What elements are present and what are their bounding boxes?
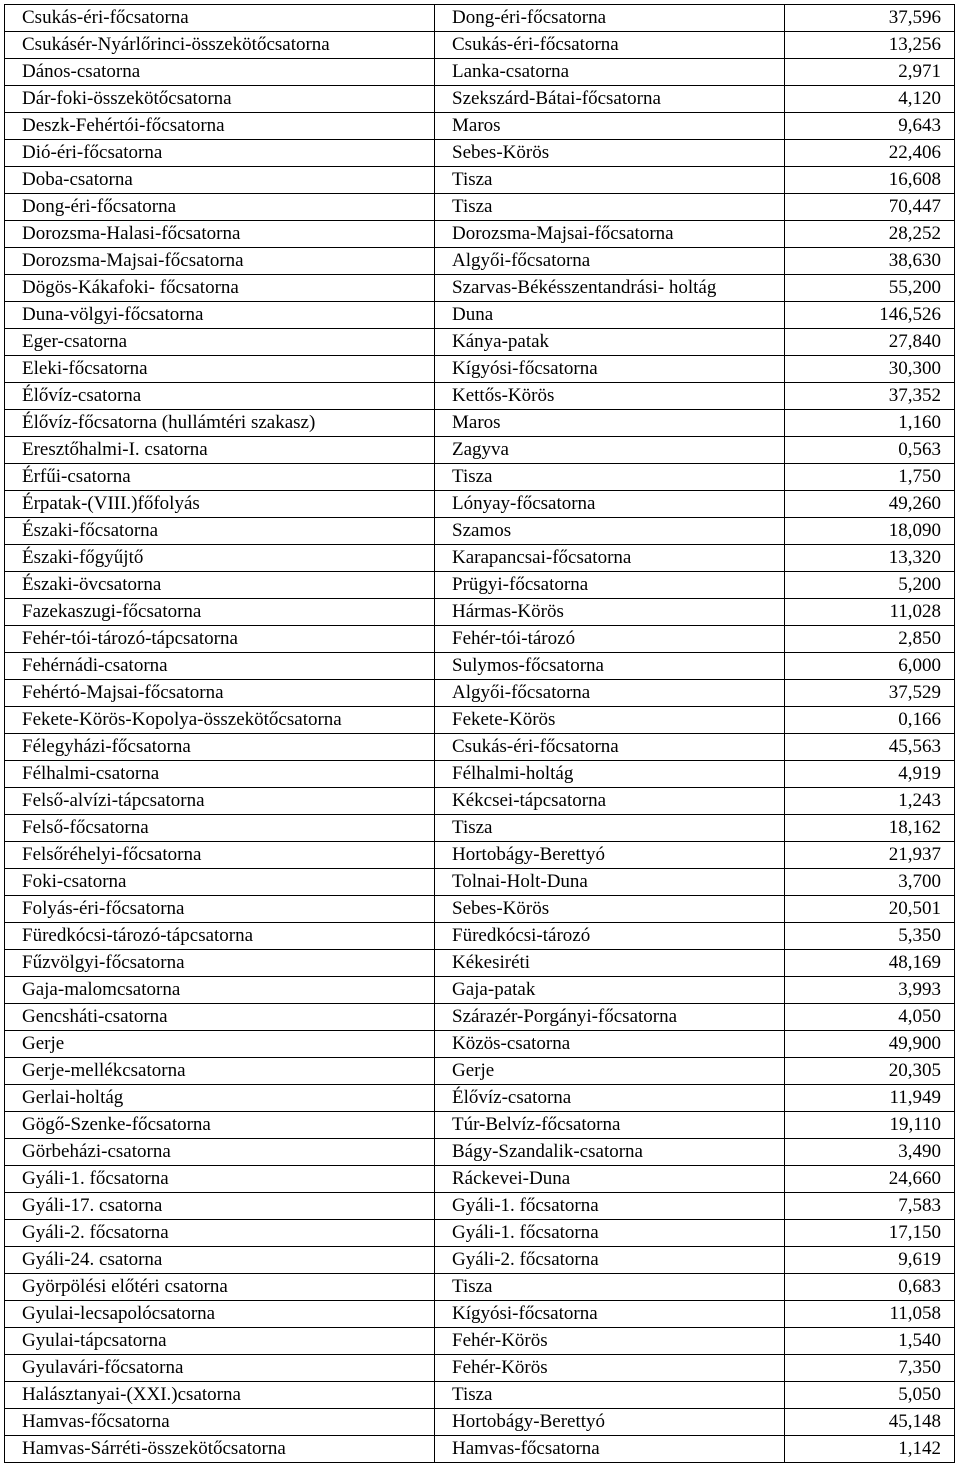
table-row (5, 1409, 955, 1436)
table-row (5, 140, 955, 167)
table-row (5, 869, 955, 896)
length-value-cell: 9,619 (785, 1247, 955, 1274)
table-row (5, 167, 955, 194)
canal-name-cell: Gaja-malomcsatorna (5, 977, 435, 1004)
canal-name-cell: Györpölési előtéri csatorna (5, 1274, 435, 1301)
table-row (5, 815, 955, 842)
length-value-cell: 0,683 (785, 1274, 955, 1301)
table-row (5, 1193, 955, 1220)
recipient-cell: Sulymos-főcsatorna (435, 653, 785, 680)
recipient-cell: Élővíz-csatorna (435, 1085, 785, 1112)
canal-name-cell: Dános-csatorna (5, 59, 435, 86)
canal-name-cell: Gyulavári-főcsatorna (5, 1355, 435, 1382)
table-row (5, 1004, 955, 1031)
canal-name-cell: Eresztőhalmi-I. csatorna (5, 437, 435, 464)
length-value-cell: 11,028 (785, 599, 955, 626)
recipient-cell: Lanka-csatorna (435, 59, 785, 86)
length-value-cell: 1,142 (785, 1436, 955, 1463)
table-row (5, 86, 955, 113)
recipient-cell: Hortobágy-Berettyó (435, 842, 785, 869)
recipient-cell: Közös-csatorna (435, 1031, 785, 1058)
canal-name-cell: Füredkócsi-tározó-tápcsatorna (5, 923, 435, 950)
canal-table (4, 4, 955, 1463)
table-row (5, 842, 955, 869)
recipient-cell: Hármas-Körös (435, 599, 785, 626)
length-value-cell: 55,200 (785, 275, 955, 302)
length-value-cell: 13,320 (785, 545, 955, 572)
length-value-cell: 0,563 (785, 437, 955, 464)
length-value-cell: 1,160 (785, 410, 955, 437)
length-value-cell: 21,937 (785, 842, 955, 869)
recipient-cell: Karapancsai-főcsatorna (435, 545, 785, 572)
length-value-cell: 3,993 (785, 977, 955, 1004)
canal-name-cell: Gyáli-17. csatorna (5, 1193, 435, 1220)
recipient-cell: Fehér-Körös (435, 1355, 785, 1382)
recipient-cell: Félhalmi-holtág (435, 761, 785, 788)
canal-table-body (5, 5, 955, 1463)
canal-name-cell: Gerje (5, 1031, 435, 1058)
recipient-cell: Sebes-Körös (435, 896, 785, 923)
canal-name-cell: Felső-alvízi-tápcsatorna (5, 788, 435, 815)
table-row (5, 1112, 955, 1139)
length-value-cell: 18,162 (785, 815, 955, 842)
recipient-cell: Kékcsei-tápcsatorna (435, 788, 785, 815)
recipient-cell: Tisza (435, 167, 785, 194)
canal-name-cell: Élővíz-főcsatorna (hullámtéri szakasz) (5, 410, 435, 437)
canal-name-cell: Foki-csatorna (5, 869, 435, 896)
canal-name-cell: Fehérnádi-csatorna (5, 653, 435, 680)
recipient-cell: Csukás-éri-főcsatorna (435, 734, 785, 761)
canal-name-cell: Eleki-főcsatorna (5, 356, 435, 383)
table-row (5, 572, 955, 599)
recipient-cell: Maros (435, 410, 785, 437)
table-row (5, 1031, 955, 1058)
table-row (5, 113, 955, 140)
length-value-cell: 3,700 (785, 869, 955, 896)
length-value-cell: 49,900 (785, 1031, 955, 1058)
table-row (5, 32, 955, 59)
table-row (5, 788, 955, 815)
recipient-cell: Bágy-Szandalik-csatorna (435, 1139, 785, 1166)
canal-name-cell: Gyáli-2. főcsatorna (5, 1220, 435, 1247)
table-row (5, 1058, 955, 1085)
table-row (5, 1139, 955, 1166)
recipient-cell: Prügyi-főcsatorna (435, 572, 785, 599)
recipient-cell: Algyői-főcsatorna (435, 680, 785, 707)
length-value-cell: 4,050 (785, 1004, 955, 1031)
canal-name-cell: Dong-éri-főcsatorna (5, 194, 435, 221)
recipient-cell: Kékesiréti (435, 950, 785, 977)
table-row (5, 464, 955, 491)
length-value-cell: 2,971 (785, 59, 955, 86)
canal-name-cell: Gyáli-1. főcsatorna (5, 1166, 435, 1193)
recipient-cell: Sebes-Körös (435, 140, 785, 167)
recipient-cell: Kígyósi-főcsatorna (435, 356, 785, 383)
length-value-cell: 37,352 (785, 383, 955, 410)
canal-name-cell: Felsőréhelyi-főcsatorna (5, 842, 435, 869)
recipient-cell: Tisza (435, 1382, 785, 1409)
table-row (5, 1328, 955, 1355)
recipient-cell: Dong-éri-főcsatorna (435, 5, 785, 32)
recipient-cell: Hamvas-főcsatorna (435, 1436, 785, 1463)
table-row (5, 599, 955, 626)
length-value-cell: 1,750 (785, 464, 955, 491)
length-value-cell: 49,260 (785, 491, 955, 518)
length-value-cell: 5,050 (785, 1382, 955, 1409)
canal-name-cell: Északi-főcsatorna (5, 518, 435, 545)
canal-name-cell: Gyulai-tápcsatorna (5, 1328, 435, 1355)
length-value-cell: 45,563 (785, 734, 955, 761)
table-row (5, 383, 955, 410)
length-value-cell: 3,490 (785, 1139, 955, 1166)
table-row (5, 680, 955, 707)
table-row (5, 5, 955, 32)
canal-name-cell: Felső-főcsatorna (5, 815, 435, 842)
length-value-cell: 17,150 (785, 1220, 955, 1247)
recipient-cell: Gyáli-1. főcsatorna (435, 1220, 785, 1247)
recipient-cell: Gyáli-1. főcsatorna (435, 1193, 785, 1220)
length-value-cell: 30,300 (785, 356, 955, 383)
length-value-cell: 5,350 (785, 923, 955, 950)
table-row (5, 221, 955, 248)
recipient-cell: Duna (435, 302, 785, 329)
recipient-cell: Dorozsma-Majsai-főcsatorna (435, 221, 785, 248)
table-row (5, 977, 955, 1004)
canal-name-cell: Folyás-éri-főcsatorna (5, 896, 435, 923)
recipient-cell: Zagyva (435, 437, 785, 464)
table-row (5, 761, 955, 788)
table-row (5, 1220, 955, 1247)
canal-name-cell: Csukás-éri-főcsatorna (5, 5, 435, 32)
canal-name-cell: Gyáli-24. csatorna (5, 1247, 435, 1274)
recipient-cell: Füredkócsi-tározó (435, 923, 785, 950)
table-row (5, 356, 955, 383)
recipient-cell: Csukás-éri-főcsatorna (435, 32, 785, 59)
recipient-cell: Kánya-patak (435, 329, 785, 356)
canal-name-cell: Doba-csatorna (5, 167, 435, 194)
recipient-cell: Szarvas-Békésszentandrási- holtág (435, 275, 785, 302)
recipient-cell: Kígyósi-főcsatorna (435, 1301, 785, 1328)
table-row (5, 1382, 955, 1409)
table-row (5, 1355, 955, 1382)
table-row (5, 707, 955, 734)
canal-name-cell: Északi-főgyűjtő (5, 545, 435, 572)
table-row (5, 1247, 955, 1274)
length-value-cell: 7,350 (785, 1355, 955, 1382)
length-value-cell: 27,840 (785, 329, 955, 356)
canal-name-cell: Északi-övcsatorna (5, 572, 435, 599)
canal-name-cell: Dögös-Kákafoki- főcsatorna (5, 275, 435, 302)
table-row (5, 410, 955, 437)
length-value-cell: 37,596 (785, 5, 955, 32)
canal-name-cell: Fehértó-Majsai-főcsatorna (5, 680, 435, 707)
length-value-cell: 28,252 (785, 221, 955, 248)
length-value-cell: 20,501 (785, 896, 955, 923)
table-row (5, 923, 955, 950)
canal-name-cell: Duna-völgyi-főcsatorna (5, 302, 435, 329)
table-row (5, 653, 955, 680)
length-value-cell: 5,200 (785, 572, 955, 599)
canal-name-cell: Érpatak-(VIII.)főfolyás (5, 491, 435, 518)
canal-name-cell: Dár-foki-összekötőcsatorna (5, 86, 435, 113)
recipient-cell: Túr-Belvíz-főcsatorna (435, 1112, 785, 1139)
length-value-cell: 0,166 (785, 707, 955, 734)
canal-name-cell: Deszk-Fehértói-főcsatorna (5, 113, 435, 140)
length-value-cell: 4,919 (785, 761, 955, 788)
recipient-cell: Lónyay-főcsatorna (435, 491, 785, 518)
length-value-cell: 9,643 (785, 113, 955, 140)
table-row (5, 950, 955, 977)
table-row (5, 896, 955, 923)
recipient-cell: Maros (435, 113, 785, 140)
canal-name-cell: Gyulai-lecsapolócsatorna (5, 1301, 435, 1328)
length-value-cell: 11,058 (785, 1301, 955, 1328)
table-row (5, 302, 955, 329)
length-value-cell: 6,000 (785, 653, 955, 680)
canal-name-cell: Dorozsma-Halasi-főcsatorna (5, 221, 435, 248)
length-value-cell: 146,526 (785, 302, 955, 329)
canal-name-cell: Fazekaszugi-főcsatorna (5, 599, 435, 626)
length-value-cell: 1,243 (785, 788, 955, 815)
canal-name-cell: Gencsháti-csatorna (5, 1004, 435, 1031)
table-row (5, 275, 955, 302)
table-row (5, 545, 955, 572)
length-value-cell: 2,850 (785, 626, 955, 653)
table-row (5, 1274, 955, 1301)
length-value-cell: 18,090 (785, 518, 955, 545)
table-row (5, 194, 955, 221)
canal-name-cell: Félegyházi-főcsatorna (5, 734, 435, 761)
recipient-cell: Gyáli-2. főcsatorna (435, 1247, 785, 1274)
table-row (5, 1085, 955, 1112)
table-row (5, 1301, 955, 1328)
length-value-cell: 7,583 (785, 1193, 955, 1220)
recipient-cell: Hortobágy-Berettyó (435, 1409, 785, 1436)
recipient-cell: Szárazér-Porgányi-főcsatorna (435, 1004, 785, 1031)
length-value-cell: 24,660 (785, 1166, 955, 1193)
table-row (5, 1436, 955, 1463)
canal-name-cell: Fekete-Körös-Kopolya-összekötőcsatorna (5, 707, 435, 734)
canal-name-cell: Gerje-mellékcsatorna (5, 1058, 435, 1085)
length-value-cell: 38,630 (785, 248, 955, 275)
canal-name-cell: Csukásér-Nyárlőrinci-összekötőcsatorna (5, 32, 435, 59)
canal-name-cell: Görbeházi-csatorna (5, 1139, 435, 1166)
length-value-cell: 45,148 (785, 1409, 955, 1436)
recipient-cell: Algyői-főcsatorna (435, 248, 785, 275)
length-value-cell: 4,120 (785, 86, 955, 113)
recipient-cell: Tisza (435, 815, 785, 842)
recipient-cell: Tisza (435, 194, 785, 221)
recipient-cell: Tolnai-Holt-Duna (435, 869, 785, 896)
table-row (5, 518, 955, 545)
canal-name-cell: Érfűi-csatorna (5, 464, 435, 491)
recipient-cell: Tisza (435, 1274, 785, 1301)
canal-name-cell: Hamvas-főcsatorna (5, 1409, 435, 1436)
length-value-cell: 11,949 (785, 1085, 955, 1112)
recipient-cell: Ráckevei-Duna (435, 1166, 785, 1193)
length-value-cell: 37,529 (785, 680, 955, 707)
table-row (5, 329, 955, 356)
canal-name-cell: Gerlai-holtág (5, 1085, 435, 1112)
length-value-cell: 48,169 (785, 950, 955, 977)
canal-name-cell: Félhalmi-csatorna (5, 761, 435, 788)
canal-name-cell: Halásztanyai-(XXI.)csatorna (5, 1382, 435, 1409)
recipient-cell: Fekete-Körös (435, 707, 785, 734)
length-value-cell: 20,305 (785, 1058, 955, 1085)
length-value-cell: 16,608 (785, 167, 955, 194)
table-row (5, 491, 955, 518)
recipient-cell: Kettős-Körös (435, 383, 785, 410)
table-row (5, 248, 955, 275)
table-row (5, 1166, 955, 1193)
recipient-cell: Gerje (435, 1058, 785, 1085)
table-row (5, 59, 955, 86)
length-value-cell: 1,540 (785, 1328, 955, 1355)
length-value-cell: 22,406 (785, 140, 955, 167)
canal-name-cell: Fehér-tói-tározó-tápcsatorna (5, 626, 435, 653)
canal-name-cell: Dió-éri-főcsatorna (5, 140, 435, 167)
recipient-cell: Fehér-Körös (435, 1328, 785, 1355)
canal-name-cell: Gögő-Szenke-főcsatorna (5, 1112, 435, 1139)
recipient-cell: Gaja-patak (435, 977, 785, 1004)
canal-name-cell: Eger-csatorna (5, 329, 435, 356)
canal-name-cell: Élővíz-csatorna (5, 383, 435, 410)
table-row (5, 626, 955, 653)
recipient-cell: Szekszárd-Bátai-főcsatorna (435, 86, 785, 113)
canal-name-cell: Fűzvölgyi-főcsatorna (5, 950, 435, 977)
recipient-cell: Szamos (435, 518, 785, 545)
table-row (5, 734, 955, 761)
length-value-cell: 19,110 (785, 1112, 955, 1139)
length-value-cell: 70,447 (785, 194, 955, 221)
length-value-cell: 13,256 (785, 32, 955, 59)
recipient-cell: Fehér-tói-tározó (435, 626, 785, 653)
canal-name-cell: Hamvas-Sárréti-összekötőcsatorna (5, 1436, 435, 1463)
recipient-cell: Tisza (435, 464, 785, 491)
table-row (5, 437, 955, 464)
canal-name-cell: Dorozsma-Majsai-főcsatorna (5, 248, 435, 275)
